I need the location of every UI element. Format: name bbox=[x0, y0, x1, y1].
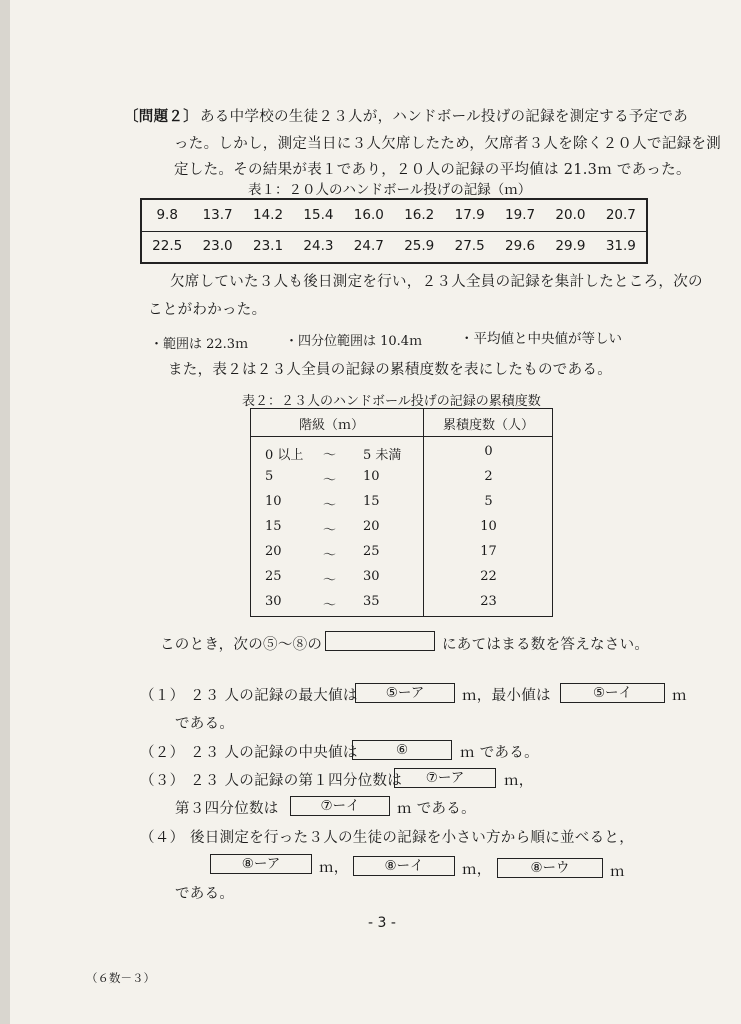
table2-header-freq: 累積度数（人） bbox=[442, 418, 534, 433]
cumulative-freq: 23 bbox=[480, 594, 497, 609]
table2-header bbox=[251, 414, 552, 434]
exam-page bbox=[10, 0, 741, 1024]
class-upper: 25 bbox=[363, 544, 380, 559]
para2-line-2: ことがわかった。 bbox=[148, 302, 267, 318]
table1-cell: 23.1 bbox=[252, 238, 284, 254]
q3-text: ２３ 人の記録の第１四分位数は bbox=[190, 773, 403, 789]
problem-label: 〔問題２〕 bbox=[124, 108, 198, 125]
para2-line-1: 欠席していた３人も後日測定を行い，２３人全員の記録を集計したところ，次の bbox=[170, 274, 703, 290]
cumulative-freq: 17 bbox=[480, 544, 497, 559]
answer-box-8a[interactable]: ⑧ーア bbox=[210, 854, 312, 874]
problem-line-2: った。しかし，測定当日に３人欠席したため，欠席者３人を除く２０人で記録を測 bbox=[174, 136, 722, 152]
q4-unit1: ｍ， bbox=[319, 860, 349, 876]
table2-row bbox=[251, 469, 552, 489]
table1-cell: 16.0 bbox=[353, 207, 384, 223]
table1-cell: 20.7 bbox=[605, 207, 636, 223]
answer-box-6[interactable]: ⑥ bbox=[352, 740, 452, 760]
table1-cell: 29.6 bbox=[505, 238, 536, 254]
table1-cell: 31.9 bbox=[605, 238, 636, 254]
table1-cell: 24.7 bbox=[353, 238, 384, 254]
q4-unit2: ｍ， bbox=[462, 862, 492, 878]
answer-box-5a[interactable]: ⑤ーア bbox=[355, 683, 455, 703]
class-upper: 35 bbox=[363, 594, 380, 609]
table1-cell: 9.8 bbox=[156, 207, 178, 223]
table1-divider bbox=[142, 231, 646, 232]
q1-line2: である。 bbox=[175, 716, 235, 732]
table1-cell: 27.5 bbox=[454, 238, 485, 254]
answer-box-7b[interactable]: ⑦ーイ bbox=[290, 796, 390, 816]
table1-cell: 14.2 bbox=[252, 207, 284, 223]
q1-text: ２３ 人の記録の最大値は bbox=[190, 688, 358, 704]
q4-unit3: ｍ bbox=[610, 864, 625, 880]
class-tilde: ～ bbox=[323, 548, 337, 563]
class-lower: 0 以上 bbox=[265, 448, 304, 463]
problem-line-3: 定した。その結果が表１であり，２０人の記録の平均値は 21.3ｍ であった。 bbox=[174, 162, 691, 178]
answer-box-5b[interactable]: ⑤ーイ bbox=[560, 683, 665, 703]
class-lower: 30 bbox=[265, 594, 282, 609]
table2-title: 表２：２３人のハンドボール投げの記録の累積度数 bbox=[242, 394, 541, 409]
q4-line3: である。 bbox=[175, 886, 235, 902]
q2-number: （２） bbox=[140, 745, 185, 761]
q3-number: （３） bbox=[140, 773, 185, 789]
class-lower: 10 bbox=[265, 494, 282, 509]
class-tilde: ～ bbox=[323, 473, 337, 488]
answer-box-7a[interactable]: ⑦ーア bbox=[394, 768, 496, 788]
q3-after2: ｍ である。 bbox=[397, 801, 476, 817]
table1-cell: 23.0 bbox=[202, 238, 233, 254]
table1-cell: 29.9 bbox=[555, 238, 586, 254]
table2-row bbox=[251, 494, 552, 514]
footer-code: （６数－３） bbox=[86, 971, 155, 985]
table2-row bbox=[251, 444, 552, 464]
table2-header-class: 階級（ｍ） bbox=[299, 418, 365, 433]
table1-title: 表１：２０人のハンドボール投げの記録（ｍ） bbox=[248, 182, 532, 198]
q3-unit1: ｍ， bbox=[504, 773, 534, 789]
class-upper: 20 bbox=[363, 519, 380, 534]
fact-iqr: ・四分位範囲は 10.4ｍ bbox=[285, 334, 423, 349]
table1-cell: 13.7 bbox=[202, 207, 233, 223]
table1-cell: 24.3 bbox=[303, 238, 334, 254]
class-upper: 5 未満 bbox=[363, 448, 402, 463]
q1-number: （１） bbox=[140, 688, 185, 704]
class-tilde: ～ bbox=[323, 598, 337, 613]
class-tilde: ～ bbox=[323, 498, 337, 513]
table1-cell: 15.4 bbox=[303, 207, 334, 223]
table2 bbox=[250, 408, 553, 617]
cumulative-freq: 22 bbox=[480, 569, 497, 584]
table2-row bbox=[251, 594, 552, 614]
fact-mean-median: ・平均値と中央値が等しい bbox=[460, 331, 622, 347]
table1-cell: 17.9 bbox=[454, 207, 485, 223]
para3: また，表２は２３人全員の記録の累積度数を表にしたものである。 bbox=[168, 362, 612, 378]
q2-after: ｍ である。 bbox=[460, 745, 539, 761]
cumulative-freq: 2 bbox=[484, 469, 493, 484]
answer-box-8b[interactable]: ⑧ーイ bbox=[353, 856, 455, 876]
table1-cell: 20.0 bbox=[555, 207, 586, 223]
q2-text: ２３ 人の記録の中央値は bbox=[190, 745, 358, 761]
table2-row bbox=[251, 569, 552, 589]
table2-hline bbox=[251, 436, 552, 437]
class-upper: 30 bbox=[363, 569, 380, 584]
q1-mid: ｍ，最小値は bbox=[462, 688, 551, 704]
table2-row bbox=[251, 544, 552, 564]
fact-range: ・範囲は 22.3ｍ bbox=[150, 337, 249, 352]
class-lower: 20 bbox=[265, 544, 282, 559]
cumulative-freq: 0 bbox=[484, 444, 493, 459]
class-tilde: ～ bbox=[323, 448, 337, 463]
table2-row bbox=[251, 519, 552, 539]
q3-text2: 第３四分位数は bbox=[175, 801, 279, 817]
table1-row-1 bbox=[142, 207, 646, 223]
q4-text: 後日測定を行った３人の生徒の記録を小さい方から順に並べると， bbox=[190, 830, 634, 846]
class-lower: 5 bbox=[265, 469, 274, 484]
q4-number: （４） bbox=[140, 830, 185, 846]
cumulative-freq: 5 bbox=[484, 494, 493, 509]
class-tilde: ～ bbox=[323, 523, 337, 538]
table1-row-2 bbox=[142, 238, 646, 254]
class-lower: 15 bbox=[265, 519, 282, 534]
answer-box-8c[interactable]: ⑧ーウ bbox=[497, 858, 603, 878]
cumulative-freq: 10 bbox=[480, 519, 497, 534]
table1-cell: 25.9 bbox=[404, 238, 435, 254]
table1 bbox=[140, 198, 648, 264]
page-number: - 3 - bbox=[368, 915, 396, 931]
class-lower: 25 bbox=[265, 569, 282, 584]
table1-cell: 22.5 bbox=[152, 238, 183, 254]
blank-box-sample bbox=[325, 631, 435, 651]
table1-cell: 16.2 bbox=[404, 207, 435, 223]
instruction-before: このとき，次の⑤～⑧の bbox=[160, 637, 323, 653]
instruction-after: にあてはまる数を答えなさい。 bbox=[442, 637, 650, 653]
table1-cell: 19.7 bbox=[505, 207, 536, 223]
q1-unit: ｍ bbox=[672, 688, 687, 704]
class-upper: 10 bbox=[363, 469, 380, 484]
class-tilde: ～ bbox=[323, 573, 337, 588]
problem-line-1: ある中学校の生徒２３人が，ハンドボール投げの記録を測定する予定であ bbox=[200, 109, 689, 125]
class-upper: 15 bbox=[363, 494, 380, 509]
